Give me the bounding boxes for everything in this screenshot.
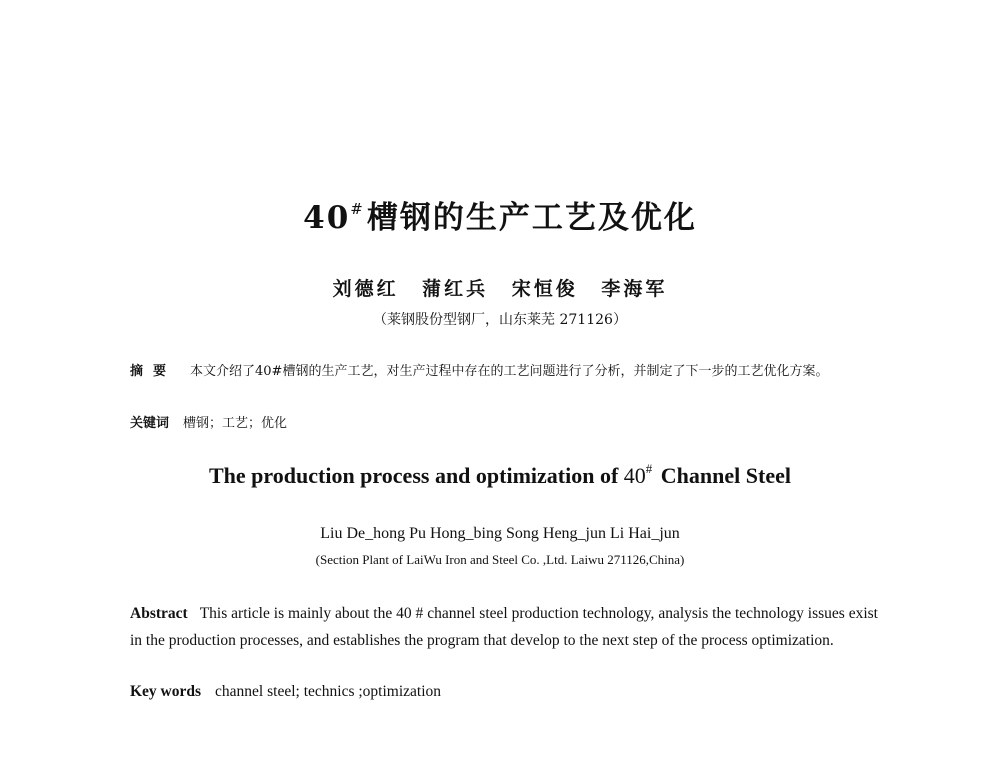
chinese-abstract (130, 360, 882, 383)
english-title-suffix: Channel Steel (660, 463, 791, 488)
chinese-abstract-text: 本文介绍了40#槽钢的生产工艺，对生产过程中存在的工艺问题进行了分析，并制定了下一步的工艺优化方案。 (190, 364, 829, 379)
english-title (0, 461, 1000, 489)
english-affiliation: (Section Plant of LaiWu Iron and Steel Co. ,Ltd. Laiwu 271126,China) (315, 552, 685, 567)
english-title-mark: # (645, 461, 653, 476)
chinese-title-number: 40 (303, 200, 351, 236)
english-keywords (130, 683, 878, 701)
chinese-keywords (130, 412, 882, 431)
english-keywords-text: channel steel; technics ;optimization (215, 683, 442, 700)
english-authors: Liu De_hong Pu Hong_bing Song Heng_jun Li Hai_jun (320, 525, 680, 542)
english-title-prefix: The production process and optimization of (209, 463, 619, 488)
chinese-title-text: 槽钢的生产工艺及优化 (366, 200, 697, 236)
chinese-authors: 刘德红 蒲红兵 宋恒俊 李海军 (332, 278, 668, 300)
english-abstract (130, 600, 878, 654)
chinese-abstract-label: 摘要 (130, 364, 177, 379)
english-abstract-text: This article is mainly about the 40 # channel steel production technology, analysis the technology issues exist in the production processes, and establishes the program that develop to the next step of the process optimization. (130, 605, 878, 649)
chinese-keywords-text: 槽钢；工艺；优化 (183, 416, 288, 431)
chinese-keywords-label: 关键词 (130, 416, 170, 431)
chinese-title-mark: # (350, 200, 365, 218)
english-abstract-label: Abstract (130, 605, 188, 622)
english-keywords-label: Key words (130, 683, 202, 700)
chinese-affiliation: （莱钢股份型钢厂，山东莱芜 271126） (373, 312, 627, 328)
english-title-number: 40 (623, 463, 646, 488)
chinese-title (0, 192, 1000, 237)
